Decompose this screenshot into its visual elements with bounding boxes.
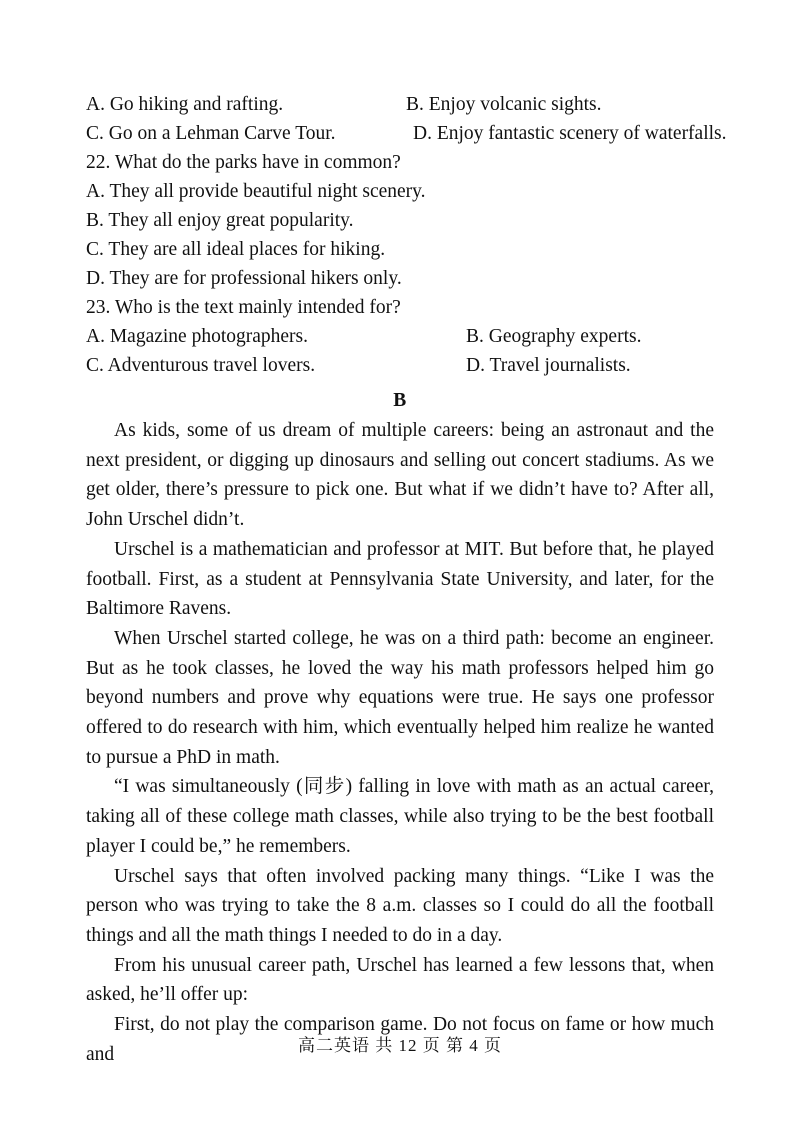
- passage-paragraph-7: First, do not play the comparison game. Do not focus on fame or how much and: [86, 1014, 714, 1065]
- option-21-a[interactable]: A. Go hiking and rafting.: [86, 94, 284, 115]
- passage-paragraph-6: From his unusual career path, Urschel has learned a few lessons that, when asked, he’ll offer up:: [86, 954, 714, 1006]
- option-22-c[interactable]: C. They are all ideal places for hiking.: [86, 239, 386, 260]
- option-row-21-ab: [86, 90, 714, 119]
- option-21-d[interactable]: D. Enjoy fantastic scenery of waterfalls.: [413, 123, 727, 144]
- option-row-23-ab: [86, 322, 714, 351]
- option-row-21-cd: [86, 119, 727, 148]
- option-22-b[interactable]: B. They all enjoy great popularity.: [86, 210, 354, 231]
- option-22-d[interactable]: D. They are for professional hikers only.: [86, 268, 402, 289]
- option-23-b[interactable]: B. Geography experts.: [466, 326, 642, 347]
- passage-paragraph-4: “I was simultaneously (同步) falling in love with math as an actual career, taking all of these college math classes, while also trying to be the best football player I could be,” he remembers.: [86, 776, 714, 857]
- question-23-stem: 23. Who is the text mainly intended for?: [86, 297, 401, 318]
- passage-paragraph-3: When Urschel started college, he was on a third path: become an engineer. But as he took classes, he loved the way his math professors helped him go beyond numbers and prove why equations were true. He says one professor offered to do research with him, which eventually helped him realize he wanted to pursue a PhD in math.: [86, 627, 714, 768]
- option-21-c[interactable]: C. Go on a Lehman Carve Tour.: [86, 123, 336, 144]
- passage-paragraph-2: Urschel is a mathematician and professor at MIT. But before that, he played football. First, as a student at Pennsylvania State University, and later, for the Baltimore Ravens.: [86, 538, 714, 620]
- question-22-stem: 22. What do the parks have in common?: [86, 152, 401, 173]
- option-23-d[interactable]: D. Travel journalists.: [466, 355, 631, 376]
- passage-paragraph-5: Urschel says that often involved packing many things. “Like I was the person who was trying to take the 8 a.m. classes so I could do all the football things and all the math things I needed to do in a day.: [86, 865, 714, 946]
- page-footer: 高二英语 共 12 页 第 4 页: [298, 1036, 502, 1055]
- option-23-c[interactable]: C. Adventurous travel lovers.: [86, 355, 316, 376]
- option-23-a[interactable]: A. Magazine photographers.: [86, 326, 309, 347]
- option-row-23-cd: [86, 351, 714, 380]
- option-22-a[interactable]: A. They all provide beautiful night scenery.: [86, 181, 426, 202]
- passage-paragraph-1: As kids, some of us dream of multiple careers: being an astronaut and the next president, or digging up dinosaurs and selling out concert stadiums. As we get older, there’s pressure to pick one. But what if we didn’t have to? After all, John Urschel didn’t.: [86, 420, 714, 531]
- page-content: [86, 90, 727, 1069]
- option-21-b[interactable]: B. Enjoy volcanic sights.: [406, 94, 602, 115]
- passage-section-heading: B: [393, 390, 407, 411]
